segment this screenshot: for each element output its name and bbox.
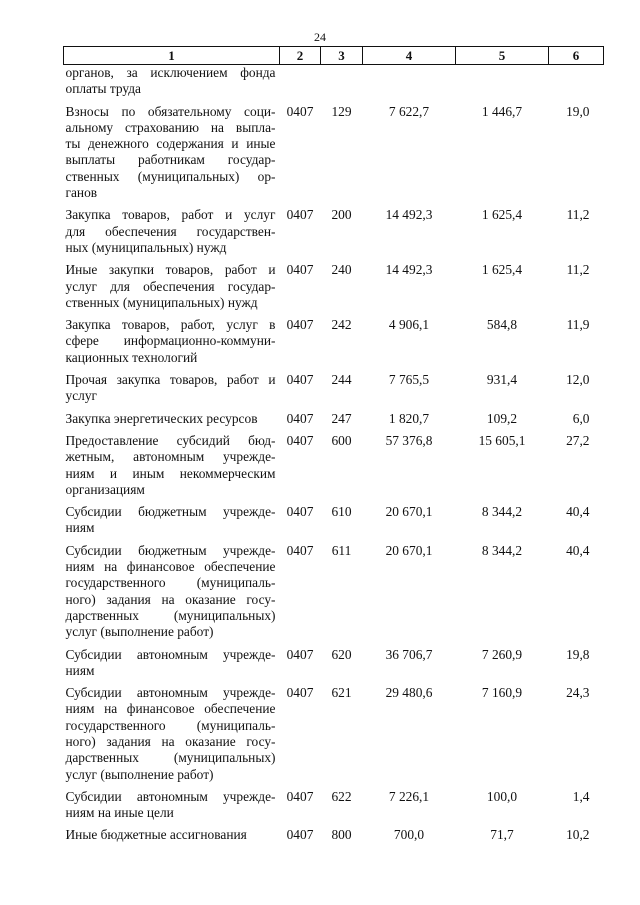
section-code: 0407: [286, 317, 314, 333]
executed-amount: 931,4: [486, 372, 518, 388]
approved-amount: 36 706,7: [385, 646, 433, 662]
approved-amount: 14 492,3: [385, 207, 433, 223]
expense-type-code: 622: [331, 788, 352, 804]
executed-amount: 71,7: [490, 827, 514, 843]
row-description: [64, 411, 280, 433]
execution-percent: 11,2: [566, 262, 590, 278]
description-line: ного) задания на оказание госу-: [65, 591, 276, 607]
execution-percent: 19,0: [566, 103, 590, 119]
description-line: Прочая закупка товаров, работ и: [65, 372, 276, 388]
description-line: Закупка энергетических ресурсов: [65, 410, 258, 426]
description-line: органов, за исключением фонда: [65, 65, 276, 80]
table-row: [64, 827, 604, 849]
description-line: дарственных (муниципальных): [65, 607, 276, 623]
expense-type-code: 600: [331, 432, 352, 448]
section-code: [280, 65, 321, 104]
executed-amount: 1 625,4: [481, 262, 523, 278]
column-header-4: 4: [363, 47, 456, 65]
description-line: Предоставление субсидий бюд-: [65, 432, 276, 448]
row-description: [64, 317, 280, 372]
description-line: ных (муниципальных) нужд: [65, 239, 227, 255]
description-line: услуг для обеспечения государ-: [65, 278, 276, 294]
row-description: [64, 262, 280, 317]
description-line: ниям на иные цели: [65, 805, 174, 821]
execution-percent: 24,3: [566, 685, 590, 701]
row-description: [64, 685, 280, 789]
section-code: 0407: [286, 103, 314, 119]
expense-type-code: 240: [331, 262, 352, 278]
table-row: [64, 65, 604, 104]
approved-amount: 4 906,1: [388, 317, 430, 333]
table-header-row: [64, 47, 604, 65]
description-line: Субсидии бюджетным учрежде-: [65, 504, 276, 520]
description-line: Закупка товаров, работ, услуг в: [65, 317, 276, 333]
execution-percent: [549, 65, 604, 104]
execution-percent: 11,9: [566, 317, 590, 333]
executed-amount: 109,2: [486, 410, 518, 426]
execution-percent: 10,2: [566, 827, 590, 843]
description-line: ниям на финансовое обеспечение: [65, 559, 276, 575]
description-line: Субсидии автономным учрежде-: [65, 646, 276, 662]
column-header-1: 1: [64, 47, 280, 65]
approved-amount: 7 765,5: [388, 372, 430, 388]
approved-amount: 1 820,7: [388, 410, 430, 426]
approved-amount: 7 622,7: [388, 103, 430, 119]
description-line: Субсидии автономным учрежде-: [65, 685, 276, 701]
description-line: ганов: [65, 185, 98, 201]
expense-type-code: 621: [331, 685, 352, 701]
description-line: сфере информационно-коммуни-: [65, 333, 276, 349]
section-code: 0407: [286, 646, 314, 662]
row-description: [64, 65, 280, 104]
expense-type-code: 244: [331, 372, 352, 388]
table-row: [64, 685, 604, 789]
section-code: 0407: [286, 685, 314, 701]
row-description: [64, 647, 280, 686]
executed-amount: 8 344,2: [481, 504, 523, 520]
description-line: услуг: [65, 388, 98, 404]
description-line: государственного (муниципаль-: [65, 717, 276, 733]
row-description: [64, 372, 280, 411]
description-line: Субсидии автономным учрежде-: [65, 788, 276, 804]
row-description: [64, 433, 280, 504]
section-code: 0407: [286, 372, 314, 388]
table-row: [64, 647, 604, 686]
column-header-3: 3: [321, 47, 363, 65]
table-row: [64, 207, 604, 262]
approved-amount: [363, 65, 456, 104]
table-row: [64, 372, 604, 411]
expense-type-code: 200: [331, 207, 352, 223]
row-description: [64, 207, 280, 262]
table-row: [64, 789, 604, 828]
expense-type-code: 247: [331, 410, 352, 426]
description-line: альному страхованию на выпла-: [65, 119, 276, 135]
expense-type-code: 611: [331, 542, 352, 558]
description-line: ниям и иным некоммерческим: [65, 465, 276, 481]
approved-amount: 29 480,6: [385, 685, 433, 701]
executed-amount: 7 260,9: [481, 646, 523, 662]
executed-amount: 100,0: [486, 788, 518, 804]
execution-percent: 1,4: [572, 788, 590, 804]
approved-amount: 20 670,1: [385, 542, 433, 558]
description-line: выплаты работникам государ-: [65, 152, 276, 168]
executed-amount: 8 344,2: [481, 542, 523, 558]
executed-amount: 1 446,7: [481, 103, 523, 119]
executed-amount: 584,8: [486, 317, 518, 333]
row-description: [64, 827, 280, 849]
execution-percent: 27,2: [566, 432, 590, 448]
execution-percent: 19,8: [566, 646, 590, 662]
table-row: [64, 433, 604, 504]
expense-type-code: 610: [331, 504, 352, 520]
description-line: услуг (выполнение работ): [65, 624, 214, 640]
table-row: [64, 262, 604, 317]
executed-amount: 15 605,1: [478, 432, 526, 448]
row-description: [64, 543, 280, 647]
row-description: [64, 104, 280, 208]
expense-type-code: 129: [331, 103, 352, 119]
execution-percent: 12,0: [566, 372, 590, 388]
description-line: ственных (муниципальных) нужд: [65, 294, 258, 310]
description-line: Иные закупки товаров, работ и: [65, 262, 276, 278]
expense-type-code: [321, 65, 363, 104]
section-code: 0407: [286, 504, 314, 520]
table-row: [64, 104, 604, 208]
table-row: [64, 411, 604, 433]
description-line: ниям: [65, 662, 95, 678]
description-line: ниям: [65, 520, 95, 536]
execution-percent: 6,0: [572, 410, 590, 426]
description-line: кационных технологий: [65, 349, 198, 365]
table-row: [64, 504, 604, 543]
page-number: 24: [314, 30, 326, 44]
executed-amount: [456, 65, 549, 104]
column-header-5: 5: [456, 47, 549, 65]
description-line: услуг (выполнение работ): [65, 766, 214, 782]
description-line: жетным, автономным учрежде-: [65, 449, 276, 465]
table-body: [64, 65, 604, 850]
description-line: оплаты труда: [65, 81, 141, 97]
section-code: 0407: [286, 262, 314, 278]
table-row: [64, 543, 604, 647]
description-line: ты денежного содержания и иные: [65, 136, 276, 152]
description-line: Закупка товаров, работ и услуг: [65, 207, 276, 223]
section-code: 0407: [286, 788, 314, 804]
section-code: 0407: [286, 827, 314, 843]
description-line: ниям на финансовое обеспечение: [65, 701, 276, 717]
approved-amount: 7 226,1: [388, 788, 430, 804]
row-description: [64, 504, 280, 543]
section-code: 0407: [286, 410, 314, 426]
expense-type-code: 800: [331, 827, 352, 843]
execution-percent: 11,2: [566, 207, 590, 223]
description-line: Взносы по обязательному соци-: [65, 103, 276, 119]
description-line: ственных (муниципальных) ор-: [65, 168, 276, 184]
section-code: 0407: [286, 432, 314, 448]
expense-type-code: 242: [331, 317, 352, 333]
budget-table: [63, 46, 604, 850]
description-line: ного) задания на оказание госу-: [65, 733, 276, 749]
description-line: организациям: [65, 481, 145, 497]
section-code: 0407: [286, 542, 314, 558]
description-line: Субсидии бюджетным учрежде-: [65, 542, 276, 558]
section-code: 0407: [286, 207, 314, 223]
approved-amount: 20 670,1: [385, 504, 433, 520]
description-line: для обеспечения государствен-: [65, 223, 276, 239]
executed-amount: 7 160,9: [481, 685, 523, 701]
execution-percent: 40,4: [566, 542, 590, 558]
execution-percent: 40,4: [566, 504, 590, 520]
description-line: Иные бюджетные ассигнования: [65, 827, 247, 843]
approved-amount: 14 492,3: [385, 262, 433, 278]
approved-amount: 700,0: [393, 827, 425, 843]
table-row: [64, 317, 604, 372]
expense-type-code: 620: [331, 646, 352, 662]
description-line: дарственных (муниципальных): [65, 750, 276, 766]
column-header-2: 2: [280, 47, 321, 65]
row-description: [64, 789, 280, 828]
approved-amount: 57 376,8: [385, 432, 433, 448]
column-header-6: 6: [549, 47, 604, 65]
description-line: государственного (муниципаль-: [65, 575, 276, 591]
executed-amount: 1 625,4: [481, 207, 523, 223]
